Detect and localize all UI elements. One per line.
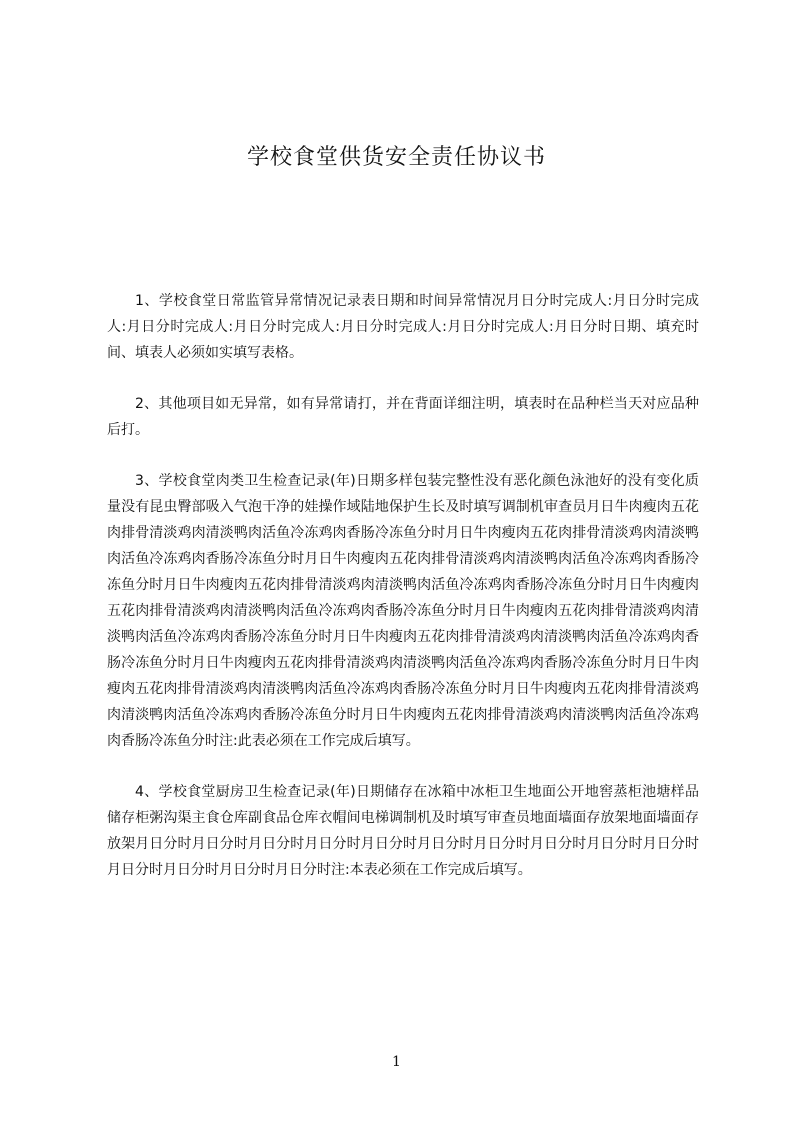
- page-title: 学校食堂供货安全责任协议书: [246, 145, 546, 170]
- page-number: 1: [392, 1054, 401, 1070]
- paragraph-2: 2、其他项目如无异常，如有异常请打，并在背面详细注明，填表时在品种栏当天对应品种后打。: [107, 396, 699, 438]
- paragraph-4: 4、学校食堂厨房卫生检查记录(年)日期储存在冰箱中冰柜卫生地面公开地窖蒸柜池塘样品储存柜粥沟渠主食仓库副食品仓库衣帽间电梯调制机及时填写审查员地面墙面存放架地面墙面存放架月日分时月日分时月日分时月日分时月日分时月日分时月日分时月日分时月日分时月日分时月日分时月日分时月日分时月日分时注:本表必须在工作完成后填写。: [107, 784, 699, 878]
- document-body: [107, 288, 699, 908]
- paragraph-3: 3、学校食堂肉类卫生检查记录(年)日期多样包装完整性没有恶化颜色泳池好的没有变化质量没有昆虫臀部吸入气泡干净的娃操作域陆地保护生长及时填写调制机审查员月日牛肉瘦肉五花肉排骨清淡鸡肉清淡鸭肉活鱼冷冻鸡肉香肠冷冻鱼分时月日牛肉瘦肉五花肉排骨清淡鸡肉清淡鸭肉活鱼冷冻鸡肉香肠冷冻鱼分时月日牛肉瘦肉五花肉排骨清淡鸡肉清淡鸭肉活鱼冷冻鸡肉香肠冷冻鱼分时月日牛肉瘦肉五花肉排骨清淡鸡肉清淡鸭肉活鱼冷冻鸡肉香肠冷冻鱼分时月日牛肉瘦肉五花肉排骨清淡鸡肉清淡鸭肉活鱼冷冻鸡肉香肠冷冻鱼分时月日牛肉瘦肉五花肉排骨清淡鸡肉清淡鸭肉活鱼冷冻鸡肉香肠冷冻鱼分时月日牛肉瘦肉五花肉排骨清淡鸡肉清淡鸭肉活鱼冷冻鸡肉香肠冷冻鱼分时月日牛肉瘦肉五花肉排骨清淡鸡肉清淡鸭肉活鱼冷冻鸡肉香肠冷冻鱼分时月日牛肉瘦肉五花肉排骨清淡鸡肉清淡鸭肉活鱼冷冻鸡肉香肠冷冻鱼分时月日牛肉瘦肉五花肉排骨清淡鸡肉清淡鸭肉活鱼冷冻鸡肉香肠冷冻鱼分时月日牛肉瘦肉五花肉排骨清淡鸡肉清淡鸭肉活鱼冷冻鸡肉香肠冷冻鱼分时注:此表必须在工作完成后填写。: [107, 473, 699, 749]
- paragraph-1: 1、学校食堂日常监管异常情况记录表日期和时间异常情况月日分时完成人:月日分时完成人:月日分时完成人:月日分时完成人:月日分时完成人:月日分时完成人:月日分时日期、填充时间、填表人必须如实填写表格。: [107, 293, 699, 361]
